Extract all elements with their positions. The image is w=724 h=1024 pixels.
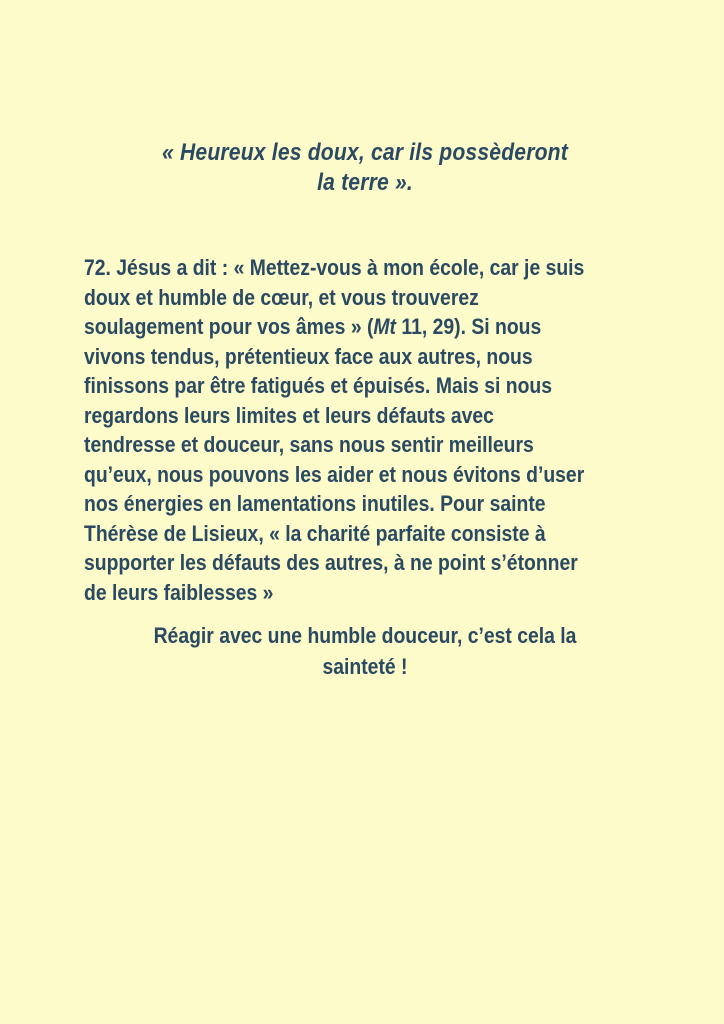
body-paragraph — [84, 253, 646, 607]
beatitude-quote-title — [84, 138, 646, 198]
scripture-reference: Mt — [373, 314, 396, 339]
title-line: la terre ». — [317, 169, 413, 196]
body-line: finissons par être fatigués et épuisés. Mais si nous — [84, 373, 553, 398]
conclusion-line: Réagir avec une humble douceur, c’est cela la — [153, 623, 577, 648]
title-line: « Heureux les doux, car ils possèderont — [162, 139, 568, 166]
body-line-text: soulagement pour vos âmes » ( — [84, 314, 374, 339]
body-line: qu’eux, nous pouvons les aider et nous évitons d’user — [84, 461, 585, 487]
body-line: regardons leurs limites et leurs défauts avec — [84, 402, 494, 428]
body-line: doux et humble de cœur, et vous trouverez — [84, 284, 479, 310]
body-line: nos énergies en lamentations inutiles. Pour sainte — [84, 491, 546, 516]
conclusion-statement — [84, 620, 646, 682]
body-line: vivons tendus, prétentieux face aux autres, nous — [84, 343, 533, 369]
body-line: supporter les défauts des autres, à ne point s’étonner — [84, 550, 578, 575]
conclusion-line: sainteté ! — [322, 654, 408, 679]
body-line: de leurs faiblesses » — [84, 579, 274, 605]
body-line: tendresse et douceur, sans nous sentir meilleurs — [84, 432, 534, 457]
body-line: 72. Jésus a dit : « Mettez-vous à mon école, car je suis — [84, 255, 585, 280]
body-line-text: 11, 29). Si nous — [395, 314, 542, 339]
body-line: Thérèse de Lisieux, « la charité parfaite consiste à — [84, 520, 546, 546]
body-line — [84, 312, 579, 342]
